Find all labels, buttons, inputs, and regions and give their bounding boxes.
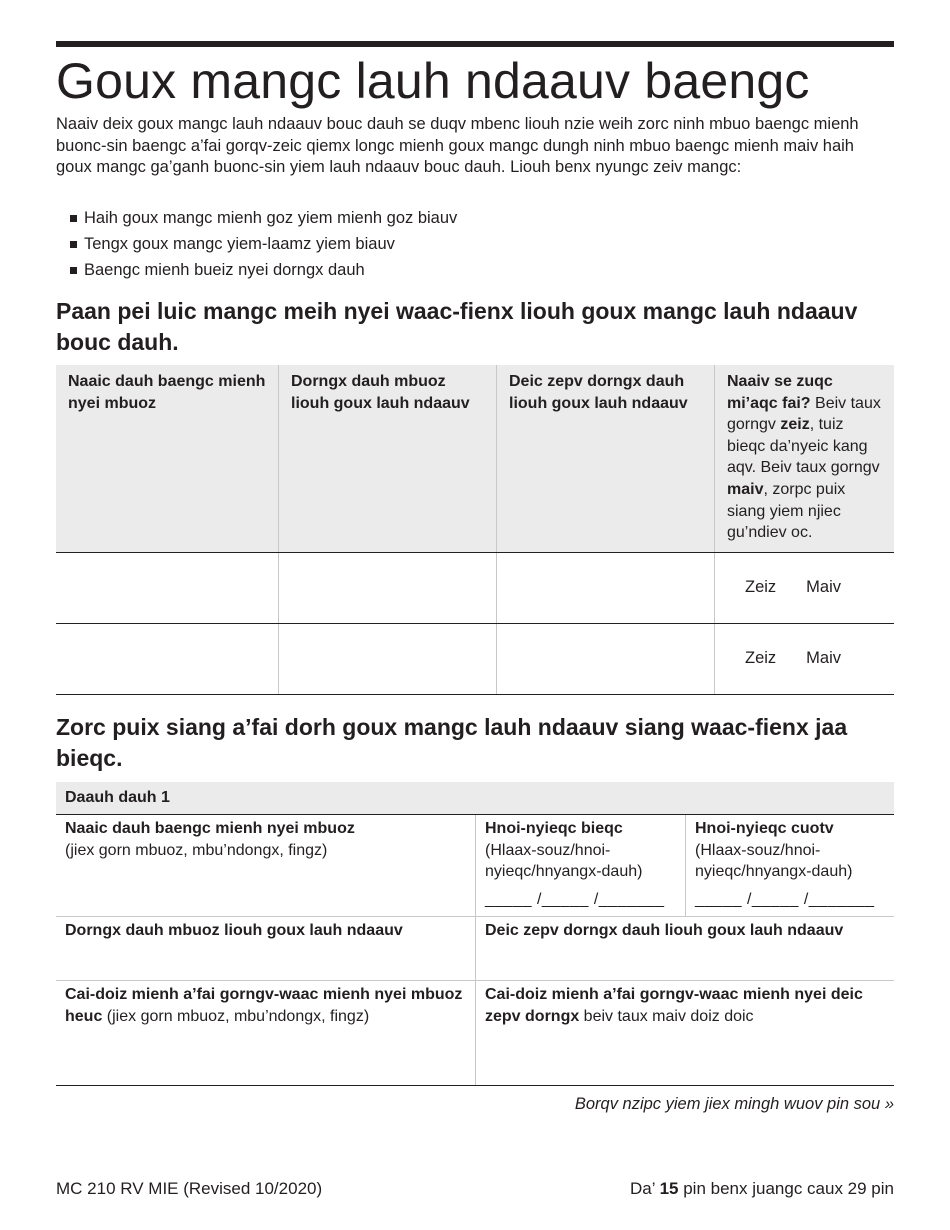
start-date-field[interactable]: Hnoi-nyieqc bieqc (Hlaax-souz/hnoi-nyieqc/hnyangx-dauh) _____ /_____ /_______	[475, 815, 685, 916]
bullet-icon	[70, 241, 77, 248]
bullet-icon	[70, 267, 77, 274]
facility-name-field[interactable]	[279, 553, 497, 623]
list-item: Baengc mienh bueiz nyei dorngx dauh	[56, 258, 457, 284]
form-row	[56, 981, 894, 1086]
no-option[interactable]: Maiv	[806, 578, 842, 597]
yes-option[interactable]: Zeiz	[745, 578, 777, 597]
bullet-list	[56, 206, 457, 284]
list-item: Haih goux mangc mienh goz yiem mienh goz biauv	[56, 206, 457, 232]
entry-form	[56, 782, 894, 1086]
changed-address-field[interactable]: Cai-doiz mienh a’fai gorngv-waac mienh nyei deic zepv dorngx beiv taux maiv doiz doic	[475, 981, 894, 1085]
bullet-icon	[70, 215, 77, 222]
table-row	[56, 552, 894, 623]
form-id: MC 210 RV MIE (Revised 10/2020)	[56, 1179, 323, 1198]
section1-heading: Paan pei luic mangc meih nyei waac-fienx liouh goux mangc lauh ndaauv bouc dauh.	[56, 298, 858, 355]
section2-heading: Zorc puix siang a’fai dorh goux mangc lauh ndaauv siang waac-fienx jaa bieqc.	[56, 714, 848, 771]
col-correct: Naaiv se zuqc mi’aqc fai? Beiv taux gorngv zeiz, tuiz bieqc da’nyeic kang aqv. Beiv taux gorngv maiv, zorpc puix siang yiem njiec gu’ndiev oc.	[715, 365, 894, 552]
end-date-field[interactable]: Hnoi-nyieqc cuotv (Hlaax-souz/hnoi-nyieqc/hnyangx-dauh) _____ /_____ /_______	[685, 815, 894, 916]
table-header	[56, 365, 894, 552]
continue-note: Borqv nzipc yiem jiex mingh wuov pin sou »	[574, 1095, 894, 1113]
col-facility-address: Deic zepv dorngx dauh liouh goux lauh ndaauv	[497, 365, 715, 552]
intro-paragraph: Naaiv deix goux mangc lauh ndaauv bouc dauh se duqv mbenc liouh nzie weih zorc ninh mbuo baengc mienh buonc-sin baengc a’fai gorqv-zeic qiemx longc mienh goux mangc dungh ninh mbuo baengc mienh maiv haih goux mangc ga’ganh buonc-sin yiem lauh ndaauv bouc dauh. Liouh benx nyungc zeiv mangc:	[56, 115, 859, 177]
facility-address-field[interactable]	[497, 624, 715, 694]
page-number: Da’ 15 pin benx juangc caux 29 pin	[629, 1179, 894, 1198]
list-item: Tengx goux mangc yiem-laamz yiem biauv	[56, 232, 457, 258]
facility-address-field[interactable]: Deic zepv dorngx dauh liouh goux lauh ndaauv	[475, 917, 894, 980]
col-facility-name: Dorngx dauh mbuoz liouh goux lauh ndaauv	[279, 365, 497, 552]
patient-name-field[interactable]	[56, 553, 279, 623]
patient-name-field[interactable]	[56, 624, 279, 694]
facility-table	[56, 365, 894, 695]
entry-title: Daauh dauh 1	[56, 782, 894, 815]
facility-name-field[interactable]	[279, 624, 497, 694]
top-rule	[56, 41, 894, 47]
facility-address-field[interactable]	[497, 553, 715, 623]
yes-option[interactable]: Zeiz	[745, 649, 777, 668]
facility-name-field[interactable]: Dorngx dauh mbuoz liouh goux lauh ndaauv	[65, 922, 403, 939]
patient-name-field[interactable]: Naaic dauh baengc mienh nyei mbuoz (jiex gorn mbuoz, mbu’ndongx, fingz)	[65, 820, 355, 859]
no-option[interactable]: Maiv	[806, 649, 842, 668]
changed-name-field[interactable]: Cai-doiz mienh a’fai gorngv-waac mienh nyei mbuoz heuc (jiex gorn mbuoz, mbu’ndongx, fingz)	[65, 986, 463, 1025]
form-row	[56, 917, 894, 981]
page-title: Goux mangc lauh ndaauv baengc	[56, 53, 810, 109]
col-patient-name: Naaic dauh baengc mienh nyei mbuoz	[56, 365, 279, 552]
table-row	[56, 623, 894, 695]
form-row	[56, 815, 894, 917]
